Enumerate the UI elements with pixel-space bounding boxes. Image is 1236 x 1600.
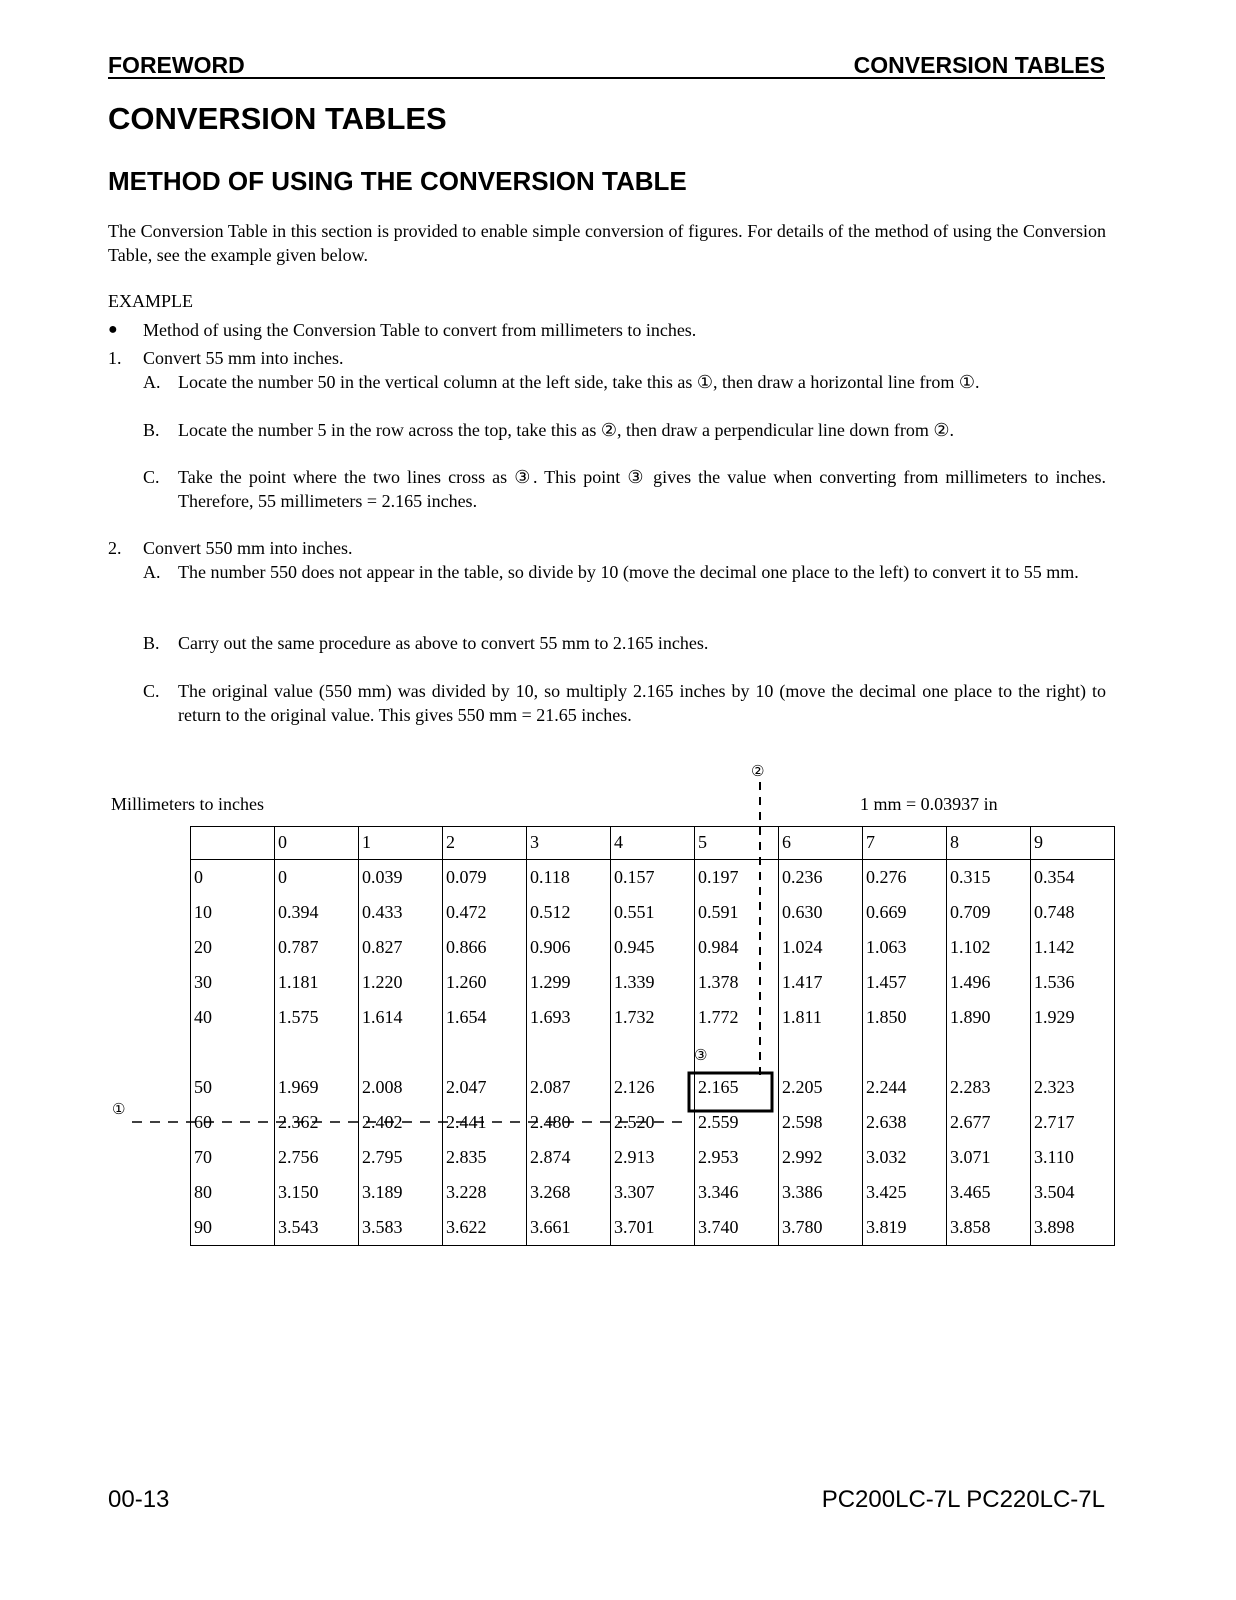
step-1a xyxy=(0,370,1236,394)
table-cell: 3.150 xyxy=(275,1175,359,1210)
table-row xyxy=(191,1070,1115,1105)
table-spacer-row xyxy=(191,1035,1115,1070)
table-cell: 2.244 xyxy=(863,1070,947,1105)
table-row xyxy=(191,965,1115,1000)
table-cell: 1.850 xyxy=(863,1000,947,1035)
spacer-cell xyxy=(527,1035,611,1070)
table-cell: 3.819 xyxy=(863,1210,947,1246)
example-bullet-item xyxy=(0,318,1236,342)
step-1a-mark: A. xyxy=(143,372,161,392)
step-1-text: Convert 55 mm into inches. xyxy=(143,348,344,368)
table-cell: 1.496 xyxy=(947,965,1031,1000)
table-cell: 2.677 xyxy=(947,1105,1031,1140)
table-conversion-factor: 1 mm = 0.03937 in xyxy=(860,794,998,814)
table-cell: 2.441 xyxy=(443,1105,527,1140)
table-cell: 0.079 xyxy=(443,860,527,896)
table-cell: 3.583 xyxy=(359,1210,443,1246)
table-cell: 0.276 xyxy=(863,860,947,896)
table-cell: 2.480 xyxy=(527,1105,611,1140)
table-cell: 3.701 xyxy=(611,1210,695,1246)
table-cell: 3.543 xyxy=(275,1210,359,1246)
table-cell: 3.307 xyxy=(611,1175,695,1210)
row-header: 90 xyxy=(191,1210,275,1246)
spacer-cell xyxy=(1031,1035,1115,1070)
table-cell: 2.835 xyxy=(443,1140,527,1175)
step-2b-mark: B. xyxy=(143,633,160,653)
step-1-number: 1. xyxy=(108,348,122,368)
table-cell: 0.394 xyxy=(275,895,359,930)
spacer-cell xyxy=(695,1035,779,1070)
spacer-cell xyxy=(443,1035,527,1070)
step-2a xyxy=(0,560,1236,608)
table-cell: 1.614 xyxy=(359,1000,443,1035)
column-header: 5 xyxy=(695,827,779,860)
step-1 xyxy=(0,346,1236,370)
column-header: 7 xyxy=(863,827,947,860)
table-cell: 2.992 xyxy=(779,1140,863,1175)
table-cell: 2.323 xyxy=(1031,1070,1115,1105)
table-cell: 1.654 xyxy=(443,1000,527,1035)
table-row xyxy=(191,1140,1115,1175)
table-cell: 0.236 xyxy=(779,860,863,896)
step-2c xyxy=(0,679,1236,727)
table-row xyxy=(191,1210,1115,1246)
table-cell: 1.024 xyxy=(779,930,863,965)
table-cell: 1.457 xyxy=(863,965,947,1000)
step-1a-text: Locate the number 50 in the vertical column at the left side, take this as ①, then draw a horizontal line from ①. xyxy=(178,372,980,392)
table-cell: 0.669 xyxy=(863,895,947,930)
spacer-cell xyxy=(191,1035,275,1070)
table-cell: 2.795 xyxy=(359,1140,443,1175)
table-cell: 0.039 xyxy=(359,860,443,896)
table-cell: 1.220 xyxy=(359,965,443,1000)
table-cell: 3.740 xyxy=(695,1210,779,1246)
table-cell: 0.433 xyxy=(359,895,443,930)
row-header: 80 xyxy=(191,1175,275,1210)
table-cell: 3.032 xyxy=(863,1140,947,1175)
table-cell: 2.362 xyxy=(275,1105,359,1140)
column-header: 0 xyxy=(275,827,359,860)
step-2-text: Convert 550 mm into inches. xyxy=(143,538,353,558)
table-cell: 2.087 xyxy=(527,1070,611,1105)
table-cell: 0.354 xyxy=(1031,860,1115,896)
row-header: 70 xyxy=(191,1140,275,1175)
table-row xyxy=(191,895,1115,930)
table-cell: 0.591 xyxy=(695,895,779,930)
header-section-label: FOREWORD xyxy=(108,52,245,78)
table-row xyxy=(191,1000,1115,1035)
table-cell: 1.378 xyxy=(695,965,779,1000)
table-cell: 3.858 xyxy=(947,1210,1031,1246)
table-cell: 1.536 xyxy=(1031,965,1115,1000)
table-cell: 3.504 xyxy=(1031,1175,1115,1210)
bullet-text: Method of using the Conversion Table to convert from millimeters to inches. xyxy=(143,320,697,340)
table-cell: 3.268 xyxy=(527,1175,611,1210)
step-2-number: 2. xyxy=(108,538,122,558)
table-cell: 0.709 xyxy=(947,895,1031,930)
table-cell: 0.512 xyxy=(527,895,611,930)
table-cell: 3.465 xyxy=(947,1175,1031,1210)
table-cell: 3.386 xyxy=(779,1175,863,1210)
table-cell: 1.260 xyxy=(443,965,527,1000)
header-page-label: CONVERSION TABLES xyxy=(853,52,1105,78)
table-corner-cell xyxy=(191,827,275,860)
table-cell: 2.874 xyxy=(527,1140,611,1175)
table-cell: 0.630 xyxy=(779,895,863,930)
step-1b-mark: B. xyxy=(143,420,160,440)
table-cell: 1.811 xyxy=(779,1000,863,1035)
row-header: 20 xyxy=(191,930,275,965)
row-header: 40 xyxy=(191,1000,275,1035)
table-cell: 2.756 xyxy=(275,1140,359,1175)
table-cell: 2.953 xyxy=(695,1140,779,1175)
bullet-dot-icon: ● xyxy=(108,321,118,338)
column-header: 4 xyxy=(611,827,695,860)
spacer-cell xyxy=(611,1035,695,1070)
table-cell: 3.425 xyxy=(863,1175,947,1210)
page-number: 00-13 xyxy=(108,1486,170,1513)
model-label: PC200LC-7L PC220LC-7L xyxy=(821,1486,1105,1513)
table-row xyxy=(191,860,1115,896)
row-header: 30 xyxy=(191,965,275,1000)
table-cell: 1.575 xyxy=(275,1000,359,1035)
table-cell: 0.748 xyxy=(1031,895,1115,930)
table-cell: 1.299 xyxy=(527,965,611,1000)
table-cell: 2.638 xyxy=(863,1105,947,1140)
table-caption: Millimeters to inches xyxy=(111,794,264,814)
step-2b-text: Carry out the same procedure as above to convert 55 mm to 2.165 inches. xyxy=(178,633,709,653)
table-cell: 2.047 xyxy=(443,1070,527,1105)
step-1b xyxy=(0,418,1236,442)
step-1b-text: Locate the number 5 in the row across the top, take this as ②, then draw a perpendicular line down from ②. xyxy=(178,420,955,440)
table-cell: 2.717 xyxy=(1031,1105,1115,1140)
table-cell: 2.402 xyxy=(359,1105,443,1140)
step-1c xyxy=(0,465,1236,513)
table-cell: 3.189 xyxy=(359,1175,443,1210)
spacer-cell xyxy=(947,1035,1031,1070)
table-row xyxy=(191,930,1115,965)
table-row xyxy=(191,1175,1115,1210)
marker-two: ② xyxy=(751,762,765,780)
table-cell: 1.339 xyxy=(611,965,695,1000)
table-cell: 0.157 xyxy=(611,860,695,896)
section-subtitle: METHOD OF USING THE CONVERSION TABLE xyxy=(108,166,687,196)
table-cell: 1.929 xyxy=(1031,1000,1115,1035)
table-cell: 1.693 xyxy=(527,1000,611,1035)
step-2c-text: The original value (550 mm) was divided by 10, so multiply 2.165 inches by 10 (move the decimal one place to the right) to return to the original value. This gives 550 mm = 21.65 inches. xyxy=(178,681,1106,725)
table-cell: 2.008 xyxy=(359,1070,443,1105)
table-cell: 1.772 xyxy=(695,1000,779,1035)
table-cell: 3.110 xyxy=(1031,1140,1115,1175)
table-cell: 1.417 xyxy=(779,965,863,1000)
spacer-cell xyxy=(863,1035,947,1070)
row-header: 0 xyxy=(191,860,275,896)
marker-three: ③ xyxy=(694,1046,708,1064)
page-title: CONVERSION TABLES xyxy=(108,101,447,136)
step-2a-mark: A. xyxy=(143,562,161,582)
column-header: 2 xyxy=(443,827,527,860)
column-header: 8 xyxy=(947,827,1031,860)
marker-one: ① xyxy=(112,1100,126,1118)
column-header: 9 xyxy=(1031,827,1115,860)
spacer-cell xyxy=(275,1035,359,1070)
intro-paragraph: The Conversion Table in this section is provided to enable simple conversion of figures. For details of the method of using the Conversion Table, see the example given below. xyxy=(108,221,1106,265)
table-cell: 3.346 xyxy=(695,1175,779,1210)
table-cell: 0.866 xyxy=(443,930,527,965)
table-cell: 1.142 xyxy=(1031,930,1115,965)
step-2c-mark: C. xyxy=(143,681,160,701)
table-cell: 2.205 xyxy=(779,1070,863,1105)
row-header: 60 xyxy=(191,1105,275,1140)
table-cell: 0.984 xyxy=(695,930,779,965)
column-header: 3 xyxy=(527,827,611,860)
table-header-row xyxy=(191,827,1115,860)
table-cell: 3.622 xyxy=(443,1210,527,1246)
table-cell: 1.181 xyxy=(275,965,359,1000)
table-cell: 0.945 xyxy=(611,930,695,965)
table-cell: 0.827 xyxy=(359,930,443,965)
table-cell: 0.472 xyxy=(443,895,527,930)
spacer-cell xyxy=(359,1035,443,1070)
table-cell: 0 xyxy=(275,860,359,896)
table-cell: 0.906 xyxy=(527,930,611,965)
table-cell: 3.661 xyxy=(527,1210,611,1246)
step-1c-mark: C. xyxy=(143,467,160,487)
table-cell: 2.559 xyxy=(695,1105,779,1140)
conversion-table xyxy=(190,826,1115,1246)
table-cell: 2.598 xyxy=(779,1105,863,1140)
row-header: 50 xyxy=(191,1070,275,1105)
spacer-cell xyxy=(779,1035,863,1070)
column-header: 6 xyxy=(779,827,863,860)
step-2b xyxy=(0,631,1236,655)
example-label: EXAMPLE xyxy=(108,291,193,311)
table-cell: 2.165 xyxy=(695,1070,779,1105)
table-cell: 0.118 xyxy=(527,860,611,896)
table-cell: 2.913 xyxy=(611,1140,695,1175)
step-1c-text: Take the point where the two lines cross as ③. This point ③ gives the value when converting from millimeters to inches. Therefore, 55 millimeters = 2.165 inches. xyxy=(178,467,1106,511)
table-cell: 2.283 xyxy=(947,1070,1031,1105)
table-cell: 1.063 xyxy=(863,930,947,965)
step-2a-text: The number 550 does not appear in the table, so divide by 10 (move the decimal one place to the left) to convert it to 55 mm. xyxy=(178,562,1079,582)
table-cell: 0.787 xyxy=(275,930,359,965)
table-cell: 0.551 xyxy=(611,895,695,930)
table-cell: 2.126 xyxy=(611,1070,695,1105)
table-cell: 1.732 xyxy=(611,1000,695,1035)
table-cell: 3.898 xyxy=(1031,1210,1115,1246)
table-row xyxy=(191,1105,1115,1140)
table-cell: 2.520 xyxy=(611,1105,695,1140)
step-2 xyxy=(0,536,1236,560)
column-header: 1 xyxy=(359,827,443,860)
table-cell: 0.197 xyxy=(695,860,779,896)
table-cell: 3.780 xyxy=(779,1210,863,1246)
table-cell: 3.071 xyxy=(947,1140,1031,1175)
table-cell: 1.969 xyxy=(275,1070,359,1105)
table-cell: 3.228 xyxy=(443,1175,527,1210)
table-cell: 0.315 xyxy=(947,860,1031,896)
header-rule xyxy=(108,77,1105,79)
row-header: 10 xyxy=(191,895,275,930)
table-cell: 1.102 xyxy=(947,930,1031,965)
table-cell: 1.890 xyxy=(947,1000,1031,1035)
